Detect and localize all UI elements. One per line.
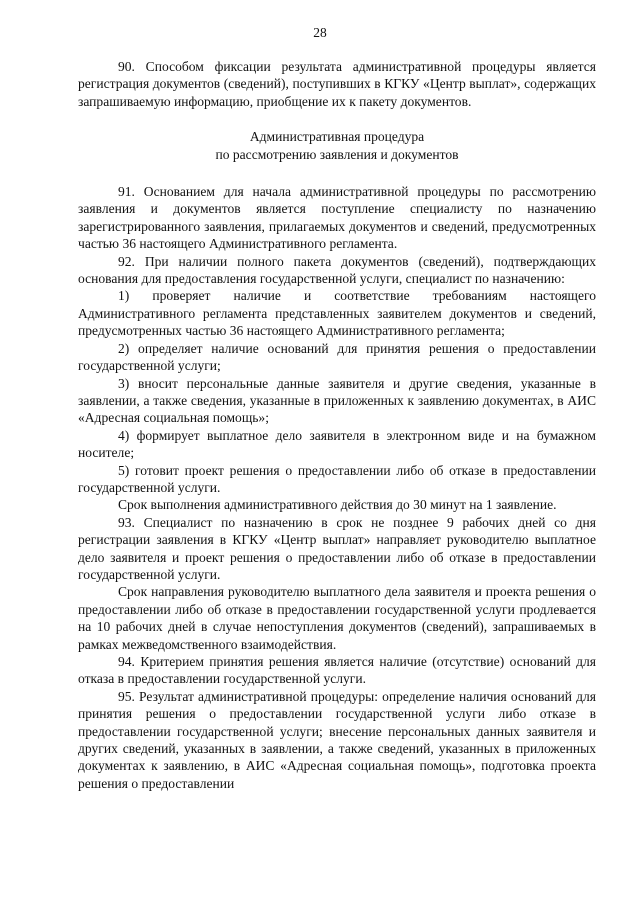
paragraph-93: 93. Специалист по назначению в срок не позднее 9 рабочих дней со дня регистрации заявления в КГКУ «Центр выплат» направляет руководителю выплатное дело заявителя и проект решения о предоставлении либо об отказе в предоставлении государственной услуги. — [78, 514, 596, 582]
paragraph-91: 91. Основанием для начала административной процедуры по рассмотрению заявления и документов является поступление специалисту по назначению зарегистрированного заявления, прилагаемых документов и сведений, предусмотренных частью 36 настоящего Административного регламента. — [78, 184, 596, 252]
paragraph-95: 95. Результат административной процедуры: определение наличия оснований для принятия решения о предоставлении государственной услуги либо отказе в предоставлении государственной услуги; внесение персональных данных заявителя и других сведений, указанных в заявлении, а также сведений, указанных в приложенных документах к заявлению, в АИС «Адресная социальная помощь», подготовка проекта решения о предоставлении — [78, 688, 596, 791]
list-item-3: 3) вносит персональные данные заявителя и другие сведения, указанные в заявлении, а также сведения, указанные в приложенных к заявлению документах, в АИС «Адресная социальная помощь»; — [78, 375, 596, 426]
list-item-2: 2) определяет наличие оснований для принятия решения о предоставлении государственной услуги; — [78, 340, 596, 374]
heading-line-1: Административная процедура — [249, 129, 425, 145]
extension-note: Срок направления руководителю выплатного дела заявителя и проекта решения о предоставлении либо об отказе в предоставлении государственной услуги продлевается на 10 рабочих дней в случае непоступления документов (сведений), запрашиваемых в рамках межведомственного взаимодействия. — [78, 584, 596, 652]
document-body — [78, 58, 596, 792]
paragraph-90: 90. Способом фиксации результата административной процедуры является регистрация документов (сведений), поступивших в КГКУ «Центр выплат», содержащих запрашиваемую информацию, приобщение их к пакету документов. — [78, 59, 596, 109]
deadline-note: Срок выполнения административного действия до 30 минут на 1 заявление. — [118, 497, 557, 513]
list-item-4: 4) формирует выплатное дело заявителя в электронном виде и на бумажном носителе; — [78, 427, 596, 461]
list-item-5: 5) готовит проект решения о предоставлении либо об отказе в предоставлении государственной услуги. — [78, 462, 596, 495]
list-item-1: 1) проверяет наличие и соответствие требованиям настоящего Административного регламента представленных заявителем документов и сведений, предусмотренных частью 36 настоящего Административного регламента; — [78, 288, 596, 339]
section-heading — [78, 128, 596, 163]
paragraph-92: 92. При наличии полного пакета документов (сведений), подтверждающих основания для предоставления государственной услуги, специалист по назначению: — [78, 253, 596, 287]
heading-line-2: по рассмотрению заявления и документов — [215, 146, 459, 162]
page-number: 28 — [313, 25, 327, 40]
paragraph-94: 94. Критерием принятия решения является наличие (отсутствие) оснований для отказа в предоставлении государственной услуги. — [78, 654, 596, 687]
